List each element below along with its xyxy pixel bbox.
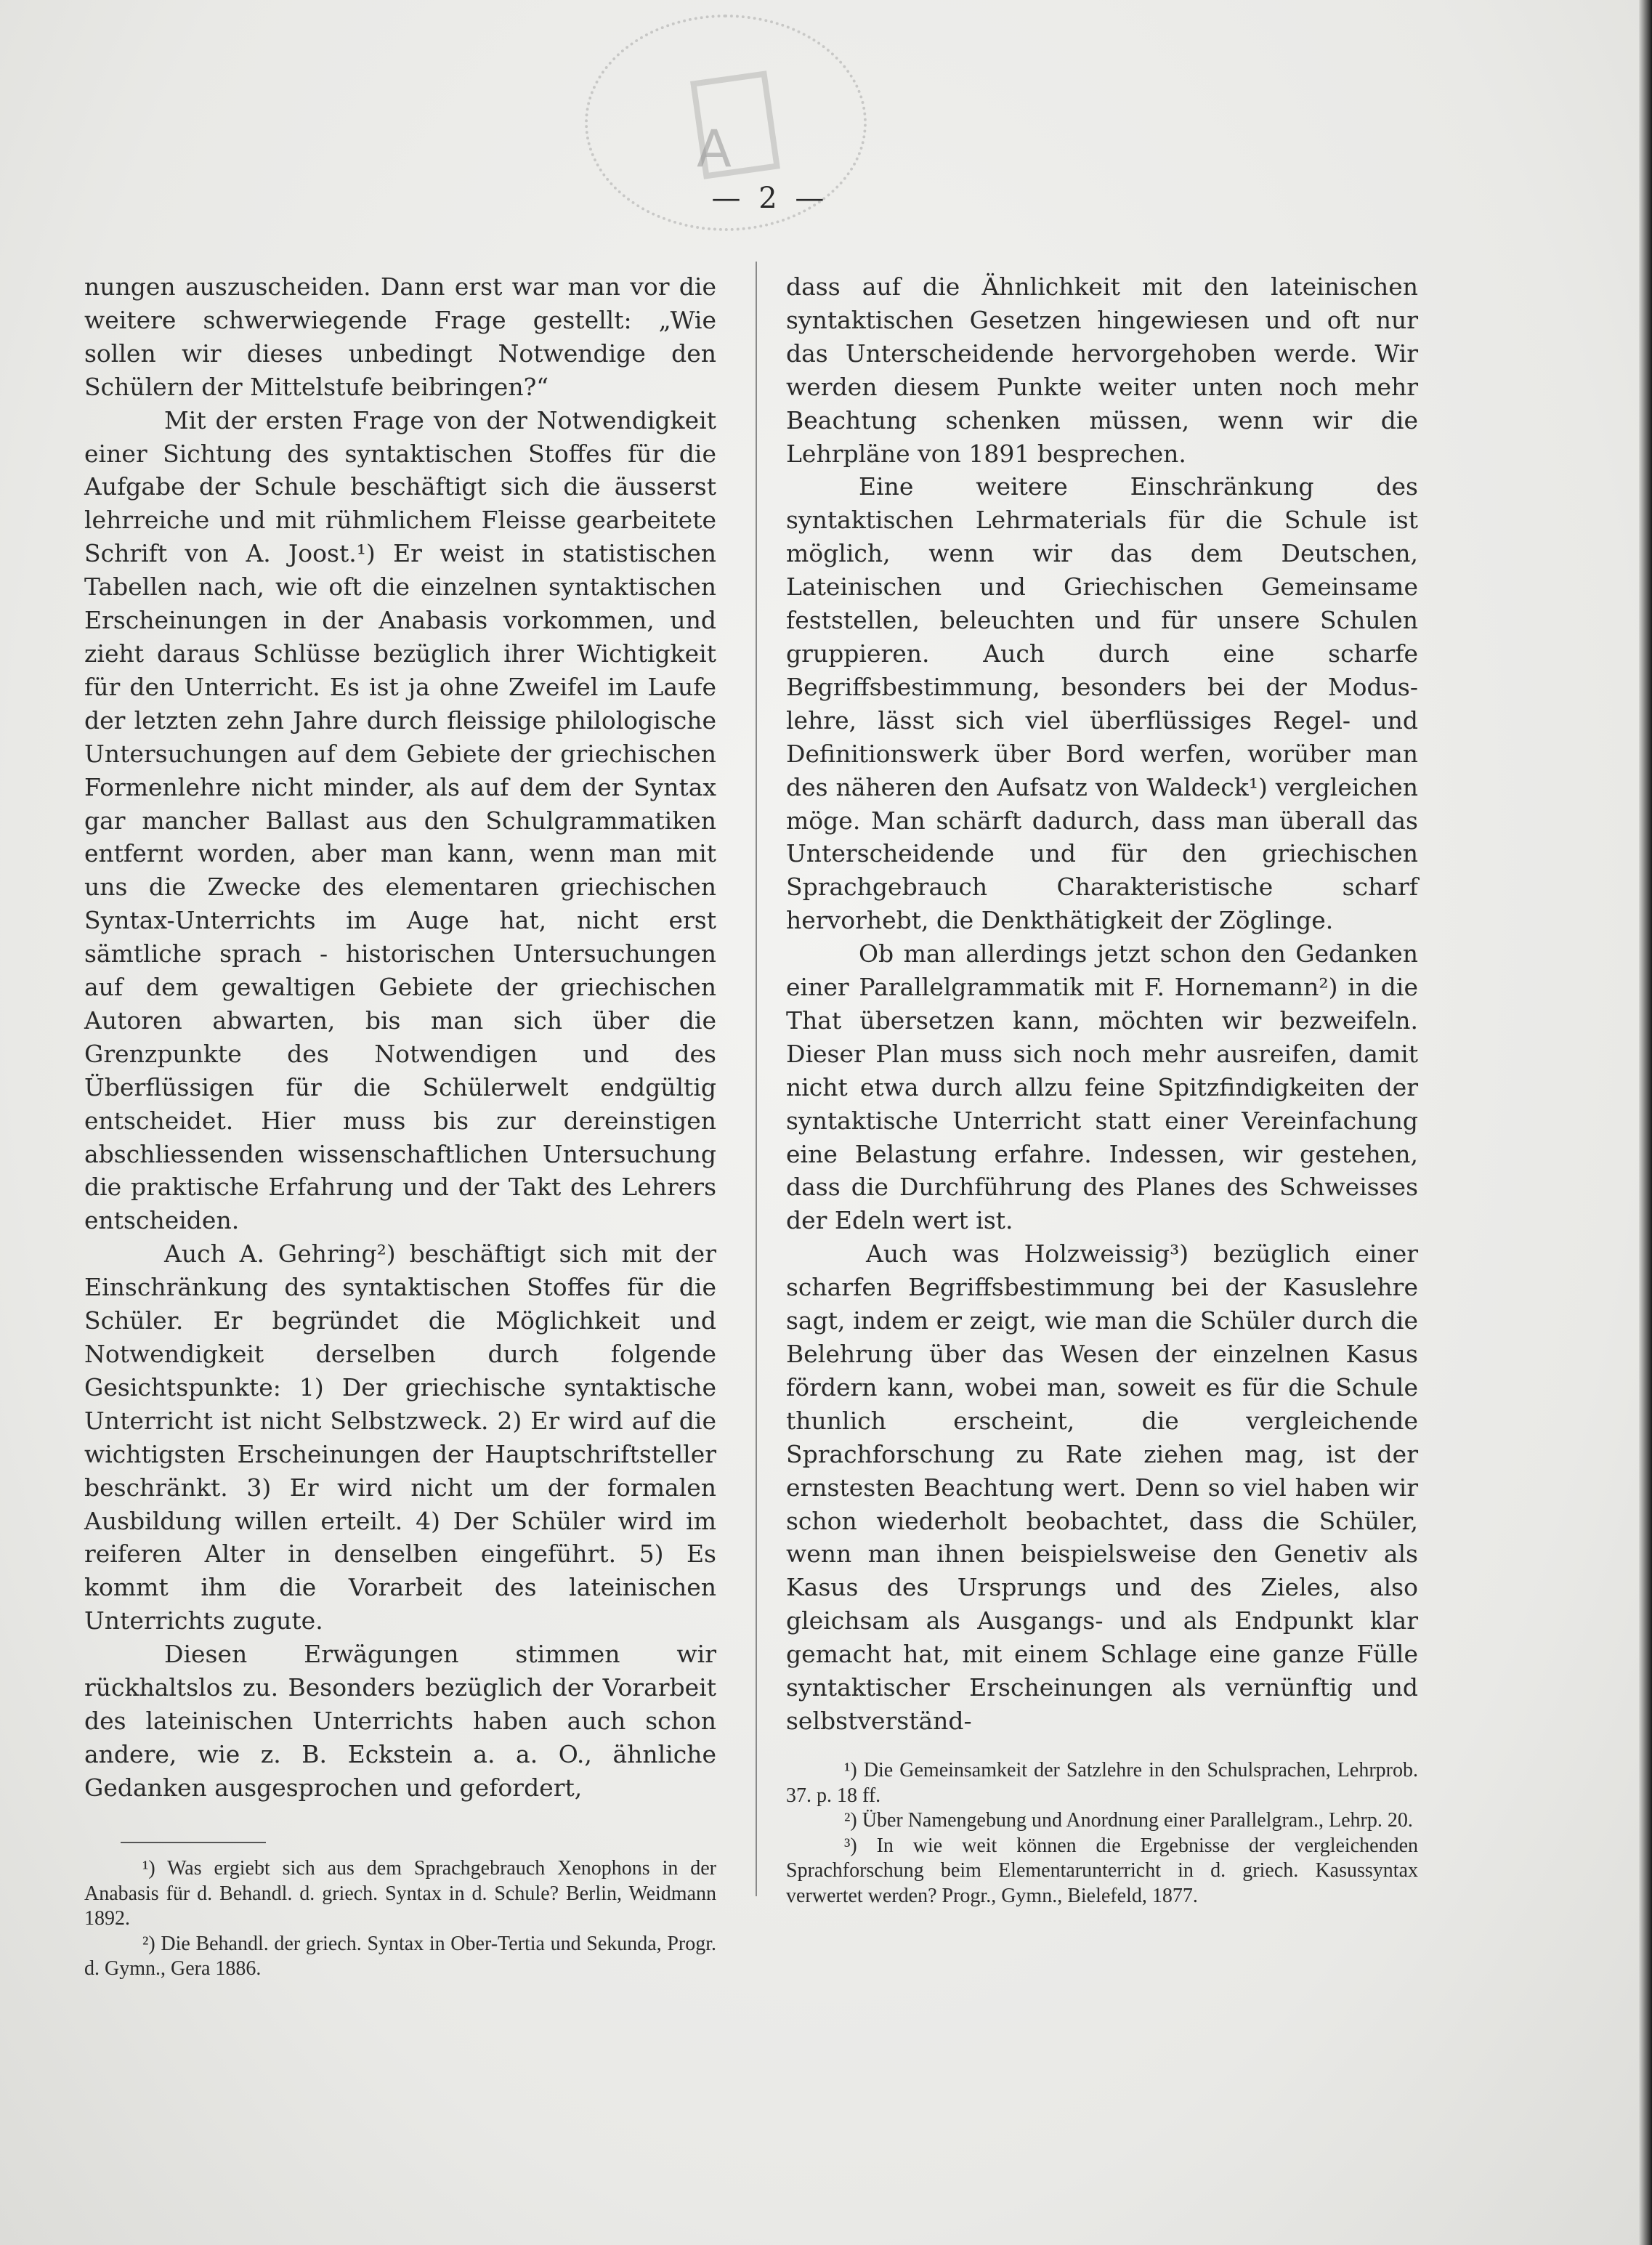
footnote-rule [121, 1842, 266, 1843]
right-paragraph-2: Eine weitere Einschränkung des syntaktischen Lehrmaterials für die Schule ist möglich, wenn wir das dem Deutschen, Lateinischen und Griechischen Gemeinsame feststellen, beleuchten und für unsere Schulen gruppieren. Auch durch eine scharfe Begriffsbestimmung, besonders bei der Modus-lehre, lässt sich viel überflüssiges Regel- und Definitionswerk über Bord werfen, worüber man des näheren den Aufsatz von Waldeck¹) vergleichen möge. Man schärft dadurch, dass man überall das Unterscheidende und für den griechischen Sprachgebrauch Charakteristische scharf hervorhebt, die Denkthätigkeit der Zöglinge. [786, 472, 1418, 935]
right-paragraph-1: dass auf die Ähnlichkeit mit den lateinischen syntaktischen Gesetzen hingewiesen und oft nur das Unterscheidende hervorgehoben werde. Wir werden diesem Punkte weiter unten noch mehr Beachtung schenken müssen, wenn wir die Lehrpläne von 1891 besprechen. [786, 272, 1418, 468]
left-footnotes [84, 1842, 716, 1982]
column-divider [756, 262, 757, 1896]
left-paragraph-3: Auch A. Gehring²) beschäftigt sich mit der Einschränkung des syntaktischen Stoffes für die Schüler. Er begründet die Möglichkeit und Notwendigkeit derselben durch folgende Gesichtspunkte: 1) Der griechische syntaktische Unterricht ist nicht Selbstzweck. 2) Er wird auf die wichtigsten Erscheinungen der Hauptschriftsteller beschränkt. 3) Er wird nicht um der formalen Ausbildung willen erteilt. 4) Der Schüler wird im reiferen Alter in denselben eingeführt. 5) Es kommt ihm die Vorarbeit des lateinischen Unterrichts zugute. [84, 1239, 716, 1635]
left-paragraph-2: Mit der ersten Frage von der Notwendigkeit einer Sichtung des syntaktischen Stoffes für die Aufgabe der Schule beschäftigt sich die äusserst lehrreiche und mit rühmlichem Fleisse gearbeitete Schrift von A. Joost.¹) Er weist in statistischen Tabellen nach, wie oft die einzelnen syntaktischen Erscheinungen in der Anabasis vorkommen, und zieht daraus Schlüsse bezüglich ihrer Wichtigkeit für den Unterricht. Es ist ja ohne Zweifel im Laufe der letzten zehn Jahre durch fleissige philologische Untersuchungen auf dem Gebiete der griechischen Formenlehre nicht minder, als auf dem der Syntax gar mancher Ballast aus den Schulgrammatiken entfernt worden, aber man kann, wenn man mit uns die Zwecke des elementaren griechischen Syntax-Unterrichts im Auge hat, nicht erst sämtliche sprach - historischen Untersuchungen auf dem gewaltigen Gebiete der griechischen Autoren abwarten, bis man sich über die Grenzpunkte des Notwendigen und des Überflüssigen für die Schülerwelt endgültig entscheidet. Hier muss bis zur dereinstigen abschliessenden wissenschaftlichen Untersuchung die praktische Erfahrung und der Takt des Lehrers entscheiden. [84, 405, 716, 1235]
right-column [786, 270, 1418, 1738]
left-column [84, 270, 716, 1805]
left-paragraph-4: Diesen Erwägungen stimmen wir rückhaltslos zu. Besonders bezüglich der Vorarbeit des lateinischen Unterrichts haben auch schon andere, wie z. B. Eckstein a. a. O., ähnliche Gedanken ausgesprochen und gefordert, [84, 1640, 716, 1802]
page-edge-shadow [1639, 0, 1652, 2245]
right-footnote-3: ³) In wie weit können die Ergebnisse der vergleichenden Sprachforschung beim Elementarunterricht in d. griech. Kasussyntax verwertet werden? Progr., Gymn., Bielefeld, 1877. [786, 1834, 1418, 1907]
left-footnote-2: ²) Die Behandl. der griech. Syntax in Ober-Tertia und Sekunda, Progr. d. Gymn., Gera 1886. [84, 1932, 716, 1980]
right-footnote-1: ¹) Die Gemeinsamkeit der Satzlehre in den Schulsprachen, Lehrprob. 37. p. 18 ff. [786, 1759, 1418, 1807]
left-paragraph-1: nungen auszuscheiden. Dann erst war man vor die weitere schwerwiegende Frage gestellt: „Wie sollen wir dieses unbedingt Notwendige den Schülern der Mittelstufe beibringen?“ [84, 272, 716, 401]
stamp-letter: A [697, 119, 732, 179]
right-paragraph-4: Auch was Holzweissig³) bezüglich einer scharfen Begriffsbestimmung bei der Kasuslehre sagt, indem er zeigt, wie man die Schüler durch die Belehrung über das Wesen der einzelnen Kasus fördern kann, wobei man, soweit es für die Schule thunlich erscheint, die vergleichende Sprachforschung zu Rate ziehen mag, ist der ernstesten Beachtung wert. Denn so viel haben wir schon wiederholt beobachtet, dass die Schüler, wenn man ihnen beispielsweise den Genetiv als Kasus des Ursprungs und des Zieles, also gleichsam als Ausgangs- und als Endpunkt klar gemacht hat, mit einem Schlage eine ganze Fülle syntaktischer Erscheinungen als vernünftig und selbstverständ- [786, 1239, 1418, 1735]
left-footnote-1: ¹) Was ergiebt sich aus dem Sprachgebrauch Xenophons in der Anabasis für d. Behandl. d. griech. Syntax in d. Schule? Berlin, Weidmann 1892. [84, 1857, 716, 1930]
page-number: — 2 — [711, 182, 829, 215]
right-paragraph-3: Ob man allerdings jetzt schon den Gedanken einer Parallelgrammatik mit F. Hornemann²) in die That übersetzen kann, möchten wir bezweifeln. Dieser Plan muss sich noch mehr ausreifen, damit nicht etwa durch allzu feine Spitzfindigkeiten der syntaktische Unterricht statt einer Vereinfachung eine Belastung erfahre. Indessen, wir gestehen, dass die Durchführung des Planes des Schweisses der Edeln wert ist. [786, 939, 1418, 1235]
right-footnotes [786, 1758, 1418, 1909]
right-footnote-2: ²) Über Namengebung und Anordnung einer Parallelgram., Lehrp. 20. [844, 1809, 1413, 1832]
